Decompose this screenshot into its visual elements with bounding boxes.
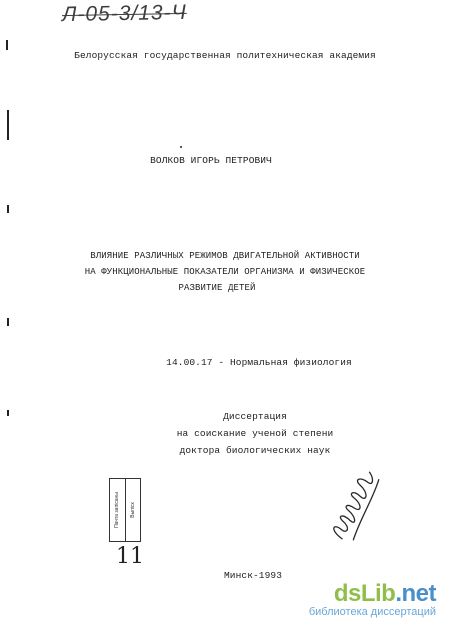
author-name: ВОЛКОВ ИГОРЬ ПЕТРОВИЧ [150,155,272,166]
archive-stamp: Л-05-3/13-Ч [61,0,187,27]
dslib-logo [309,580,436,608]
dslib-logo-suffix: .net [395,580,436,607]
library-stamp-col [126,479,141,541]
specialty-code: 14.00.17 - Нормальная физиология [166,357,352,368]
title-line-1: ВЛИЯНИЕ РАЗЛИЧНЫХ РЕЖИМОВ ДВИГАТЕЛЬНОЙ АКТИВНОСТИ [90,251,360,261]
margin-mark [7,205,9,213]
dslib-tagline: библиотека диссертаций [308,606,436,618]
library-stamp-text: Пачта запісаны [114,492,121,528]
degree-line-2: на соискание ученой степени [176,428,334,439]
library-stamp-col [110,479,126,541]
degree-line-3: доктора биологических наук [179,445,331,456]
margin-mark [7,110,9,140]
margin-mark [6,40,8,50]
institution-name: Белорусская государственная политехническая академия [74,50,376,61]
handwritten-signature [315,460,395,550]
margin-mark [7,410,9,416]
handwritten-number: 11 [116,544,144,569]
title-line-3: РАЗВИТИЕ ДЕТЕЙ [178,283,256,293]
city-year: Минск-1993 [223,570,282,581]
title-line-2: НА ФУНКЦИОНАЛЬНЫЕ ПОКАЗАТЕЛИ ОРГАНИЗМА И ФИЗИЧЕСКОЕ [84,267,366,277]
scan-dot [180,146,182,148]
degree-line-1: Диссертация [223,411,287,422]
dslib-watermark [309,580,436,618]
dslib-logo-main: dsLib [333,580,396,607]
library-stamp-text: Выпіск [129,502,136,518]
library-stamp [109,478,141,542]
margin-mark [7,318,9,326]
